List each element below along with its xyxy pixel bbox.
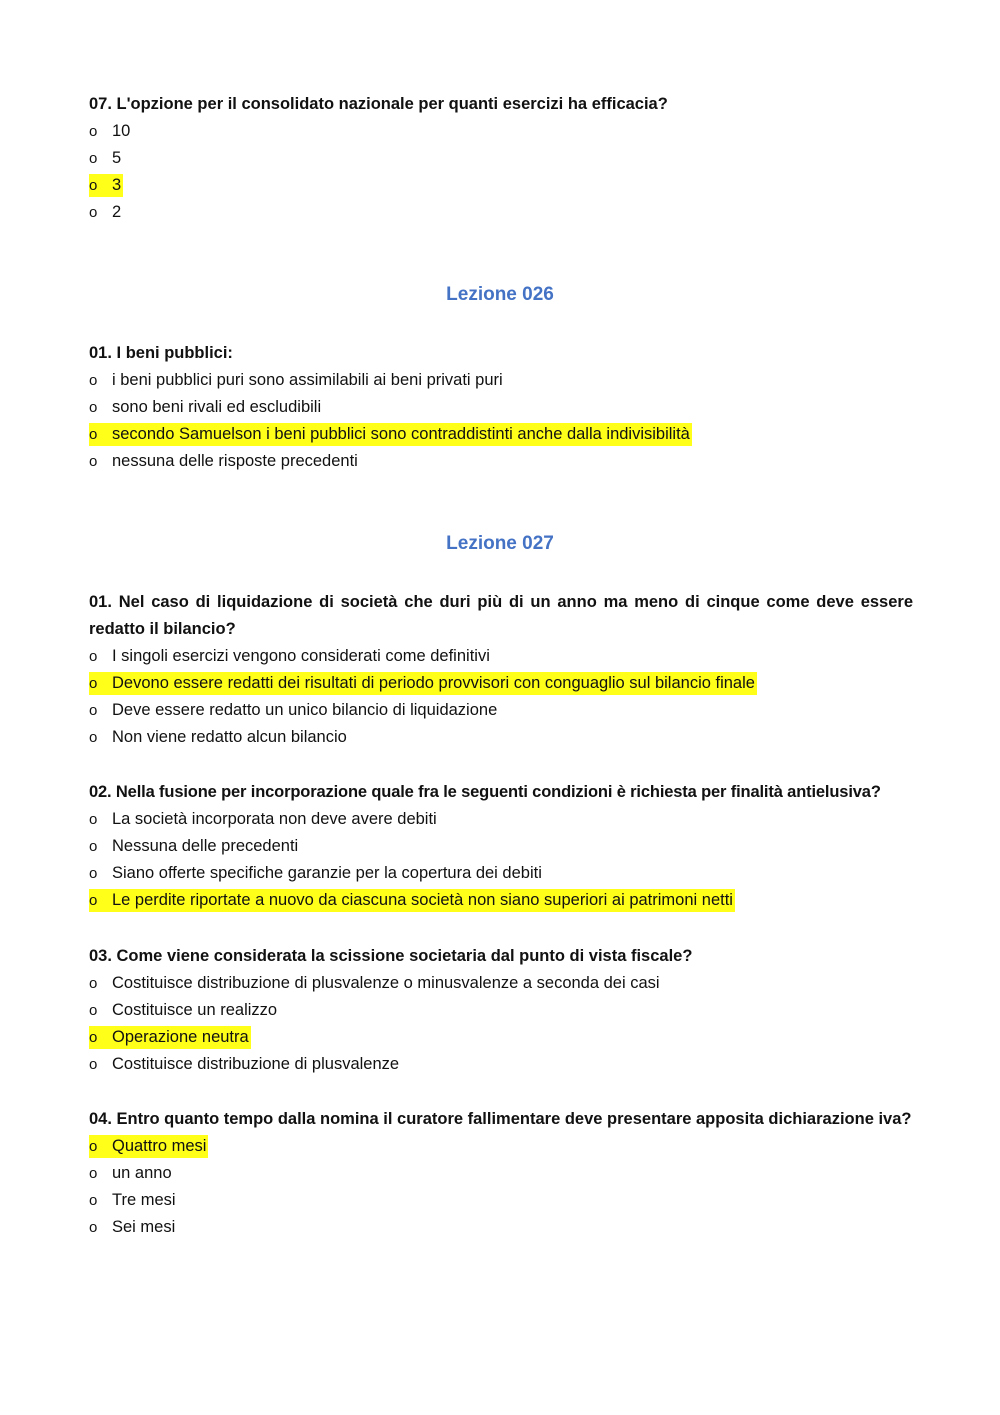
option: o Costituisce distribuzione di plusvalenze <box>89 1051 913 1078</box>
option: o La società incorporata non deve avere debiti <box>89 806 913 833</box>
question-block <box>89 943 913 1078</box>
bullet-icon: o <box>89 729 98 746</box>
option: o Tre mesi <box>89 1187 913 1214</box>
question-text: 02. Nella fusione per incorporazione quale fra le seguenti condizioni è richiesta per finalità antielusiva? <box>89 783 881 801</box>
option: o 10 <box>89 118 913 145</box>
bullet-icon: o <box>89 1138 98 1155</box>
option: o un anno <box>89 1160 913 1187</box>
question-block <box>89 91 913 226</box>
option-list <box>89 806 913 914</box>
bullet-icon: o <box>89 453 98 470</box>
question-text: 04. Entro quanto tempo dalla nomina il curatore fallimentare deve presentare apposita dichiarazione iva? <box>89 1110 912 1128</box>
option-list <box>89 118 913 226</box>
section-heading: Lezione 027 <box>446 533 554 554</box>
option-list <box>89 1133 913 1241</box>
bullet-icon: o <box>89 1165 98 1182</box>
bullet-icon: o <box>89 150 98 167</box>
bullet-icon: o <box>89 975 98 992</box>
bullet-icon: o <box>89 204 98 221</box>
bullet-icon: o <box>89 1219 98 1236</box>
bullet-icon: o <box>89 123 98 140</box>
section-heading: Lezione 026 <box>446 284 554 305</box>
bullet-icon: o <box>89 1029 98 1046</box>
bullet-icon: o <box>89 892 98 909</box>
bullet-icon: o <box>89 811 98 828</box>
question-text: 01. Nel caso di liquidazione di società che duri più di un anno ma meno di cinque come deve essere redatto il bilancio? <box>89 593 913 638</box>
bullet-icon: o <box>89 372 98 389</box>
option-correct: o Le perdite riportate a nuovo da ciascuna società non siano superiori ai patrimoni netti <box>89 887 913 914</box>
option-correct: o Quattro mesi <box>89 1133 913 1160</box>
question-block <box>89 1106 913 1241</box>
bullet-icon: o <box>89 702 98 719</box>
option: o I singoli esercizi vengono considerati come definitivi <box>89 643 913 670</box>
option: o Nessuna delle precedenti <box>89 833 913 860</box>
question-block <box>89 340 913 475</box>
option: o 5 <box>89 145 913 172</box>
option-correct: o 3 <box>89 172 913 199</box>
question-block <box>89 779 913 914</box>
bullet-icon: o <box>89 399 98 416</box>
bullet-icon: o <box>89 1002 98 1019</box>
option-list <box>89 643 913 751</box>
option: o 2 <box>89 199 913 226</box>
option-correct: o secondo Samuelson i beni pubblici sono contraddistinti anche dalla indivisibilità <box>89 421 913 448</box>
option: o Costituisce distribuzione di plusvalenze o minusvalenze a seconda dei casi <box>89 970 913 997</box>
bullet-icon: o <box>89 865 98 882</box>
bullet-icon: o <box>89 177 98 194</box>
option: o Costituisce un realizzo <box>89 997 913 1024</box>
option: o Deve essere redatto un unico bilancio di liquidazione <box>89 697 913 724</box>
bullet-icon: o <box>89 1192 98 1209</box>
bullet-icon: o <box>89 648 98 665</box>
option-correct: o Operazione neutra <box>89 1024 913 1051</box>
option: o i beni pubblici puri sono assimilabili ai beni privati puri <box>89 367 913 394</box>
bullet-icon: o <box>89 838 98 855</box>
option-correct: o Devono essere redatti dei risultati di periodo provvisori con conguaglio sul bilancio finale <box>89 670 913 697</box>
bullet-icon: o <box>89 675 98 692</box>
bullet-icon: o <box>89 426 98 443</box>
option-list <box>89 367 913 475</box>
bullet-icon: o <box>89 1056 98 1073</box>
option: o Sei mesi <box>89 1214 913 1241</box>
option-list <box>89 970 913 1078</box>
question-text: 01. I beni pubblici: <box>89 344 233 362</box>
question-text: 07. L'opzione per il consolidato nazionale per quanti esercizi ha efficacia? <box>89 95 668 113</box>
option: o sono beni rivali ed escludibili <box>89 394 913 421</box>
question-text: 03. Come viene considerata la scissione societaria dal punto di vista fiscale? <box>89 947 693 965</box>
option: o nessuna delle risposte precedenti <box>89 448 913 475</box>
option: o Siano offerte specifiche garanzie per la copertura dei debiti <box>89 860 913 887</box>
option: o Non viene redatto alcun bilancio <box>89 724 913 751</box>
question-block <box>89 589 913 751</box>
